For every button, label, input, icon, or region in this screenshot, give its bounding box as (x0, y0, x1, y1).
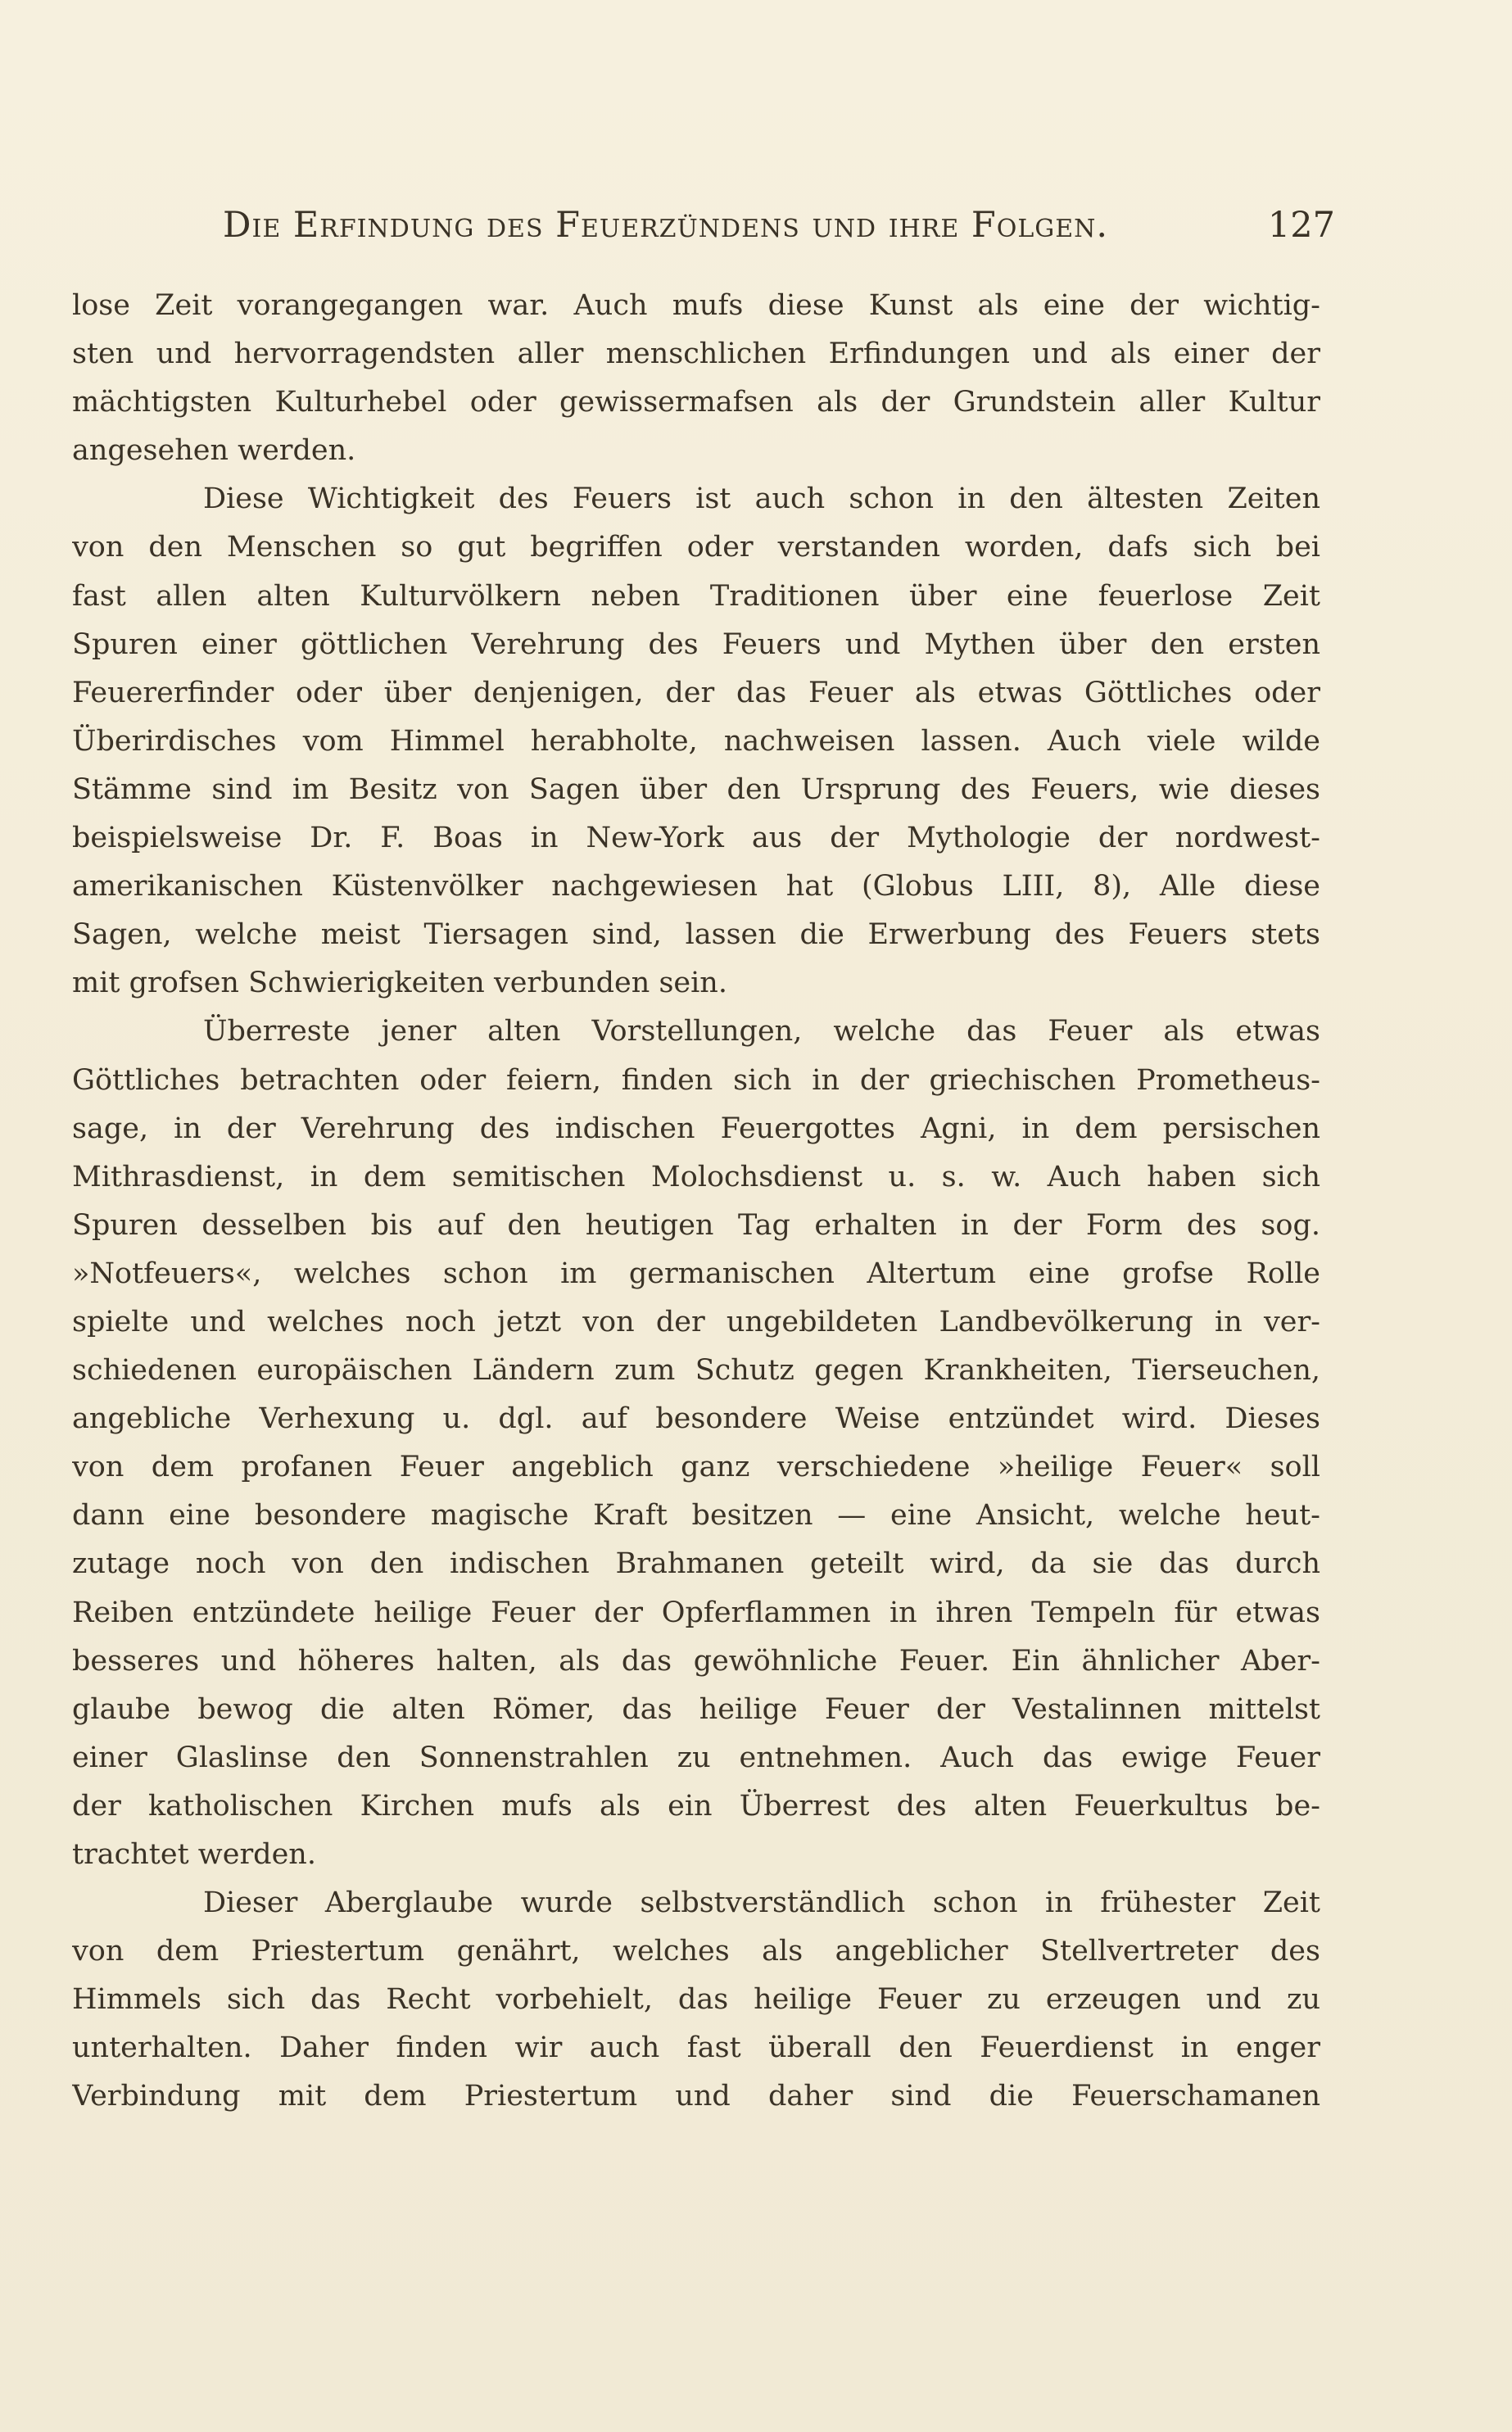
text-line: angebliche Verhexung u. dgl. auf besondere Weise entzündet wird. Dieses (72, 1402, 1320, 1436)
page-number: 127 (1267, 205, 1335, 246)
text-line: Überreste jener alten Vorstellungen, welche das Feuer als etwas (203, 1015, 1320, 1048)
text-line: mit grofsen Schwierigkeiten verbunden sein. (72, 967, 727, 1000)
text-line: Sagen, welche meist Tiersagen sind, lassen die Erwerbung des Feuers stets (72, 918, 1320, 952)
text-line: Mithrasdienst, in dem semitischen Molochsdienst u. s. w. Auch haben sich (72, 1160, 1320, 1193)
text-line: Spuren desselben bis auf den heutigen Tag erhalten in der Form des sog. (72, 1208, 1320, 1242)
text-line: Göttliches betrachten oder feiern, finden sich in der griechischen Prometheus- (72, 1063, 1320, 1097)
page-header (223, 205, 1335, 254)
body-text (72, 282, 1320, 2122)
text-line: trachtet werden. (72, 1838, 316, 1871)
text-line: der katholischen Kirchen mufs als ein Überrest des alten Feuerkultus be- (72, 1789, 1320, 1823)
text-line: Reiben entzündete heilige Feuer der Opferflammen in ihren Tempeln für etwas (72, 1596, 1320, 1629)
text-line: sten und hervorragendsten aller menschlichen Erfindungen und als einer der (72, 337, 1320, 371)
text-line: Diese Wichtigkeit des Feuers ist auch schon in den ältesten Zeiten (203, 482, 1320, 516)
text-line: Verbindung mit dem Priestertum und daher sind die Feuerschamanen (72, 2080, 1320, 2113)
text-line: Himmels sich das Recht vorbehielt, das heilige Feuer zu erzeugen und zu (72, 1983, 1320, 2017)
text-line: Stämme sind im Besitz von Sagen über den Ursprung des Feuers, wie dieses (72, 772, 1320, 806)
text-line: Spuren einer göttlichen Verehrung des Feuers und Mythen über den ersten (72, 627, 1320, 661)
text-line: Dieser Aberglaube wurde selbstverständlich schon in frühester Zeit (203, 1886, 1320, 1920)
text-line: schiedenen europäischen Ländern zum Schutz gegen Krankheiten, Tierseuchen, (72, 1354, 1320, 1388)
text-line: von dem Priestertum genährt, welches als angeblicher Stellvertreter des (72, 1935, 1320, 1968)
text-line: einer Glaslinse den Sonnenstrahlen zu entnehmen. Auch das ewige Feuer (72, 1741, 1320, 1774)
text-line: angesehen werden. (72, 434, 356, 468)
text-line: »Notfeuers«, welches schon im germanischen Altertum eine grofse Rolle (72, 1257, 1320, 1290)
text-line: sage, in der Verehrung des indischen Feuergottes Agni, in dem persischen (72, 1112, 1320, 1145)
text-line: Überirdisches vom Himmel herabholte, nachweisen lassen. Auch viele wilde (72, 724, 1320, 758)
text-line: von den Menschen so gut begriffen oder verstanden worden, dafs sich bei (72, 531, 1320, 564)
text-line: glaube bewog die alten Römer, das heilige Feuer der Vestalinnen mittelst (72, 1692, 1320, 1726)
text-line: amerikanischen Küstenvölker nachgewiesen hat (Globus LIII, 8), Alle diese (72, 870, 1320, 904)
text-line: beispielsweise Dr. F. Boas in New-York aus der Mythologie der nordwest- (72, 822, 1320, 855)
text-line: fast allen alten Kulturvölkern neben Traditionen über eine feuerlose Zeit (72, 579, 1320, 613)
text-line: besseres und höheres halten, als das gewöhnliche Feuer. Ein ähnlicher Aber- (72, 1644, 1320, 1678)
text-line: lose Zeit vorangegangen war. Auch mufs diese Kunst als eine der wichtig- (72, 289, 1320, 322)
text-line: spielte und welches noch jetzt von der ungebildeten Landbevölkerung in ver- (72, 1305, 1320, 1338)
text-line: dann eine besondere magische Kraft besitzen — eine Ansicht, welche heut- (72, 1499, 1320, 1533)
text-line: von dem profanen Feuer angeblich ganz verschiedene »heilige Feuer« soll (72, 1451, 1320, 1484)
text-line: mächtigsten Kulturhebel oder gewissermafsen als der Grundstein aller Kultur (72, 386, 1320, 419)
text-line: unterhalten. Daher finden wir auch fast überall den Feuerdienst in enger (72, 2031, 1320, 2065)
text-line: Feuererfinder oder über denjenigen, der das Feuer als etwas Göttliches oder (72, 676, 1320, 709)
text-line: zutage noch von den indischen Brahmanen geteilt wird, da sie das durch (72, 1547, 1320, 1581)
running-title: Die Erfindung des Feuerzündens und ihre Folgen. (223, 205, 1109, 246)
